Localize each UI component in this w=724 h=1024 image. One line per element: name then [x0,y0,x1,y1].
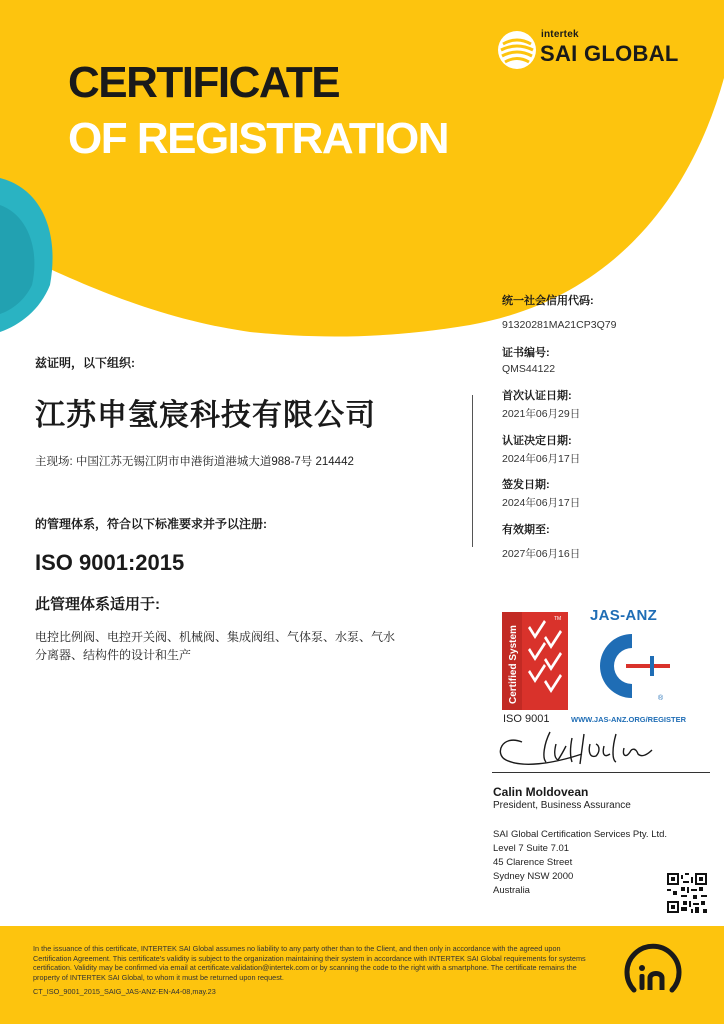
scope-line-1: 电控比例阀、电控开关阀、机械阀、集成阀组、气体泵、水泵、气水 [35,630,396,644]
decision-label: 认证决定日期: [502,435,572,447]
footer-disclaimer: In the issuance of this certificate, INTERTEK SAI Global assumes no liability to any party other than to the Client, and then only in accordance with the agreed upon Certification Agreement. This certificate's validity is subject to the organization maintaining their system in accordance with INTERTEK SAI Global requirements for systems certification. Validity may be confirmed via email at certificate.validation@intertek.com or by scanning the code to the right with a smartphone. The certificate remains the property of INTERTEK SAI Global, to whom it must be returned upon request. [33,944,586,982]
iso-caption: ISO 9001 [503,713,550,725]
jas-anz-title: JAS-ANZ [590,607,658,624]
sai-global-logo-icon [497,30,537,70]
jas-anz-url: WWW.JAS-ANZ.ORG/REGISTER [571,715,686,724]
org-address-4: Australia [493,885,530,896]
credit-code-value: 91320281MA21CP3Q79 [502,319,617,331]
issue-label: 签发日期: [502,479,550,491]
decision-value: 2024年06月17日 [502,453,581,465]
org-address-2: 45 Clarence Street [493,857,573,868]
divider-line [472,395,473,547]
footer-doc-code: CT_ISO_9001_2015_SAIG_JAS-ANZ-EN-A4-08,may.23 [33,987,216,996]
scope-line-2: 分离器、结构件的设计和生产 [35,648,192,662]
scope-text [35,628,445,664]
credit-code-label: 统一社会信用代码: [502,295,594,307]
first-cert-value: 2021年06月29日 [502,408,581,420]
certified-system-text: Certified System [508,625,519,704]
intertek-circle-logo-icon [620,942,684,1006]
scope-title: 此管理体系适用于: [35,596,160,613]
signer-role: President, Business Assurance [493,800,631,811]
valid-label: 有效期至: [502,524,550,536]
certified-system-mark-icon [502,612,568,710]
org-address-3: Sydney NSW 2000 [493,871,574,882]
issue-value: 2024年06月17日 [502,497,581,509]
company-address: 主现场: 中国江苏无锡江阴市申港街道港城大道988-7号 214442 [35,456,354,468]
signer-name: Calin Moldovean [493,785,589,799]
jas-anz-logo-icon [588,628,672,704]
intro-text: 兹证明，以下组织: [35,356,135,370]
cert-no-label: 证书编号: [502,347,550,359]
company-name: 江苏申氢宸科技有限公司 [35,399,376,432]
signature-line [492,772,710,773]
title-of-registration: OF REGISTRATION [68,114,449,163]
management-statement: 的管理体系，符合以下标准要求并予以注册: [35,517,267,531]
org-address-1: Level 7 Suite 7.01 [493,843,570,854]
first-cert-label: 首次认证日期: [502,390,572,402]
standard-name: ISO 9001:2015 [35,550,185,575]
brand-intertek: intertek [541,29,579,40]
jas-registered-mark: ® [658,695,664,702]
signature-graphic [492,724,692,770]
title-certificate: CERTIFICATE [68,58,340,107]
tm-text: TM [554,616,562,622]
qr-code-icon[interactable] [667,873,707,913]
valid-value: 2027年06月16日 [502,548,581,560]
org-name: SAI Global Certification Services Pty. Ltd. [493,829,668,840]
cert-no-value: QMS44122 [502,363,556,375]
brand-sai-global: SAI GLOBAL [540,41,679,66]
